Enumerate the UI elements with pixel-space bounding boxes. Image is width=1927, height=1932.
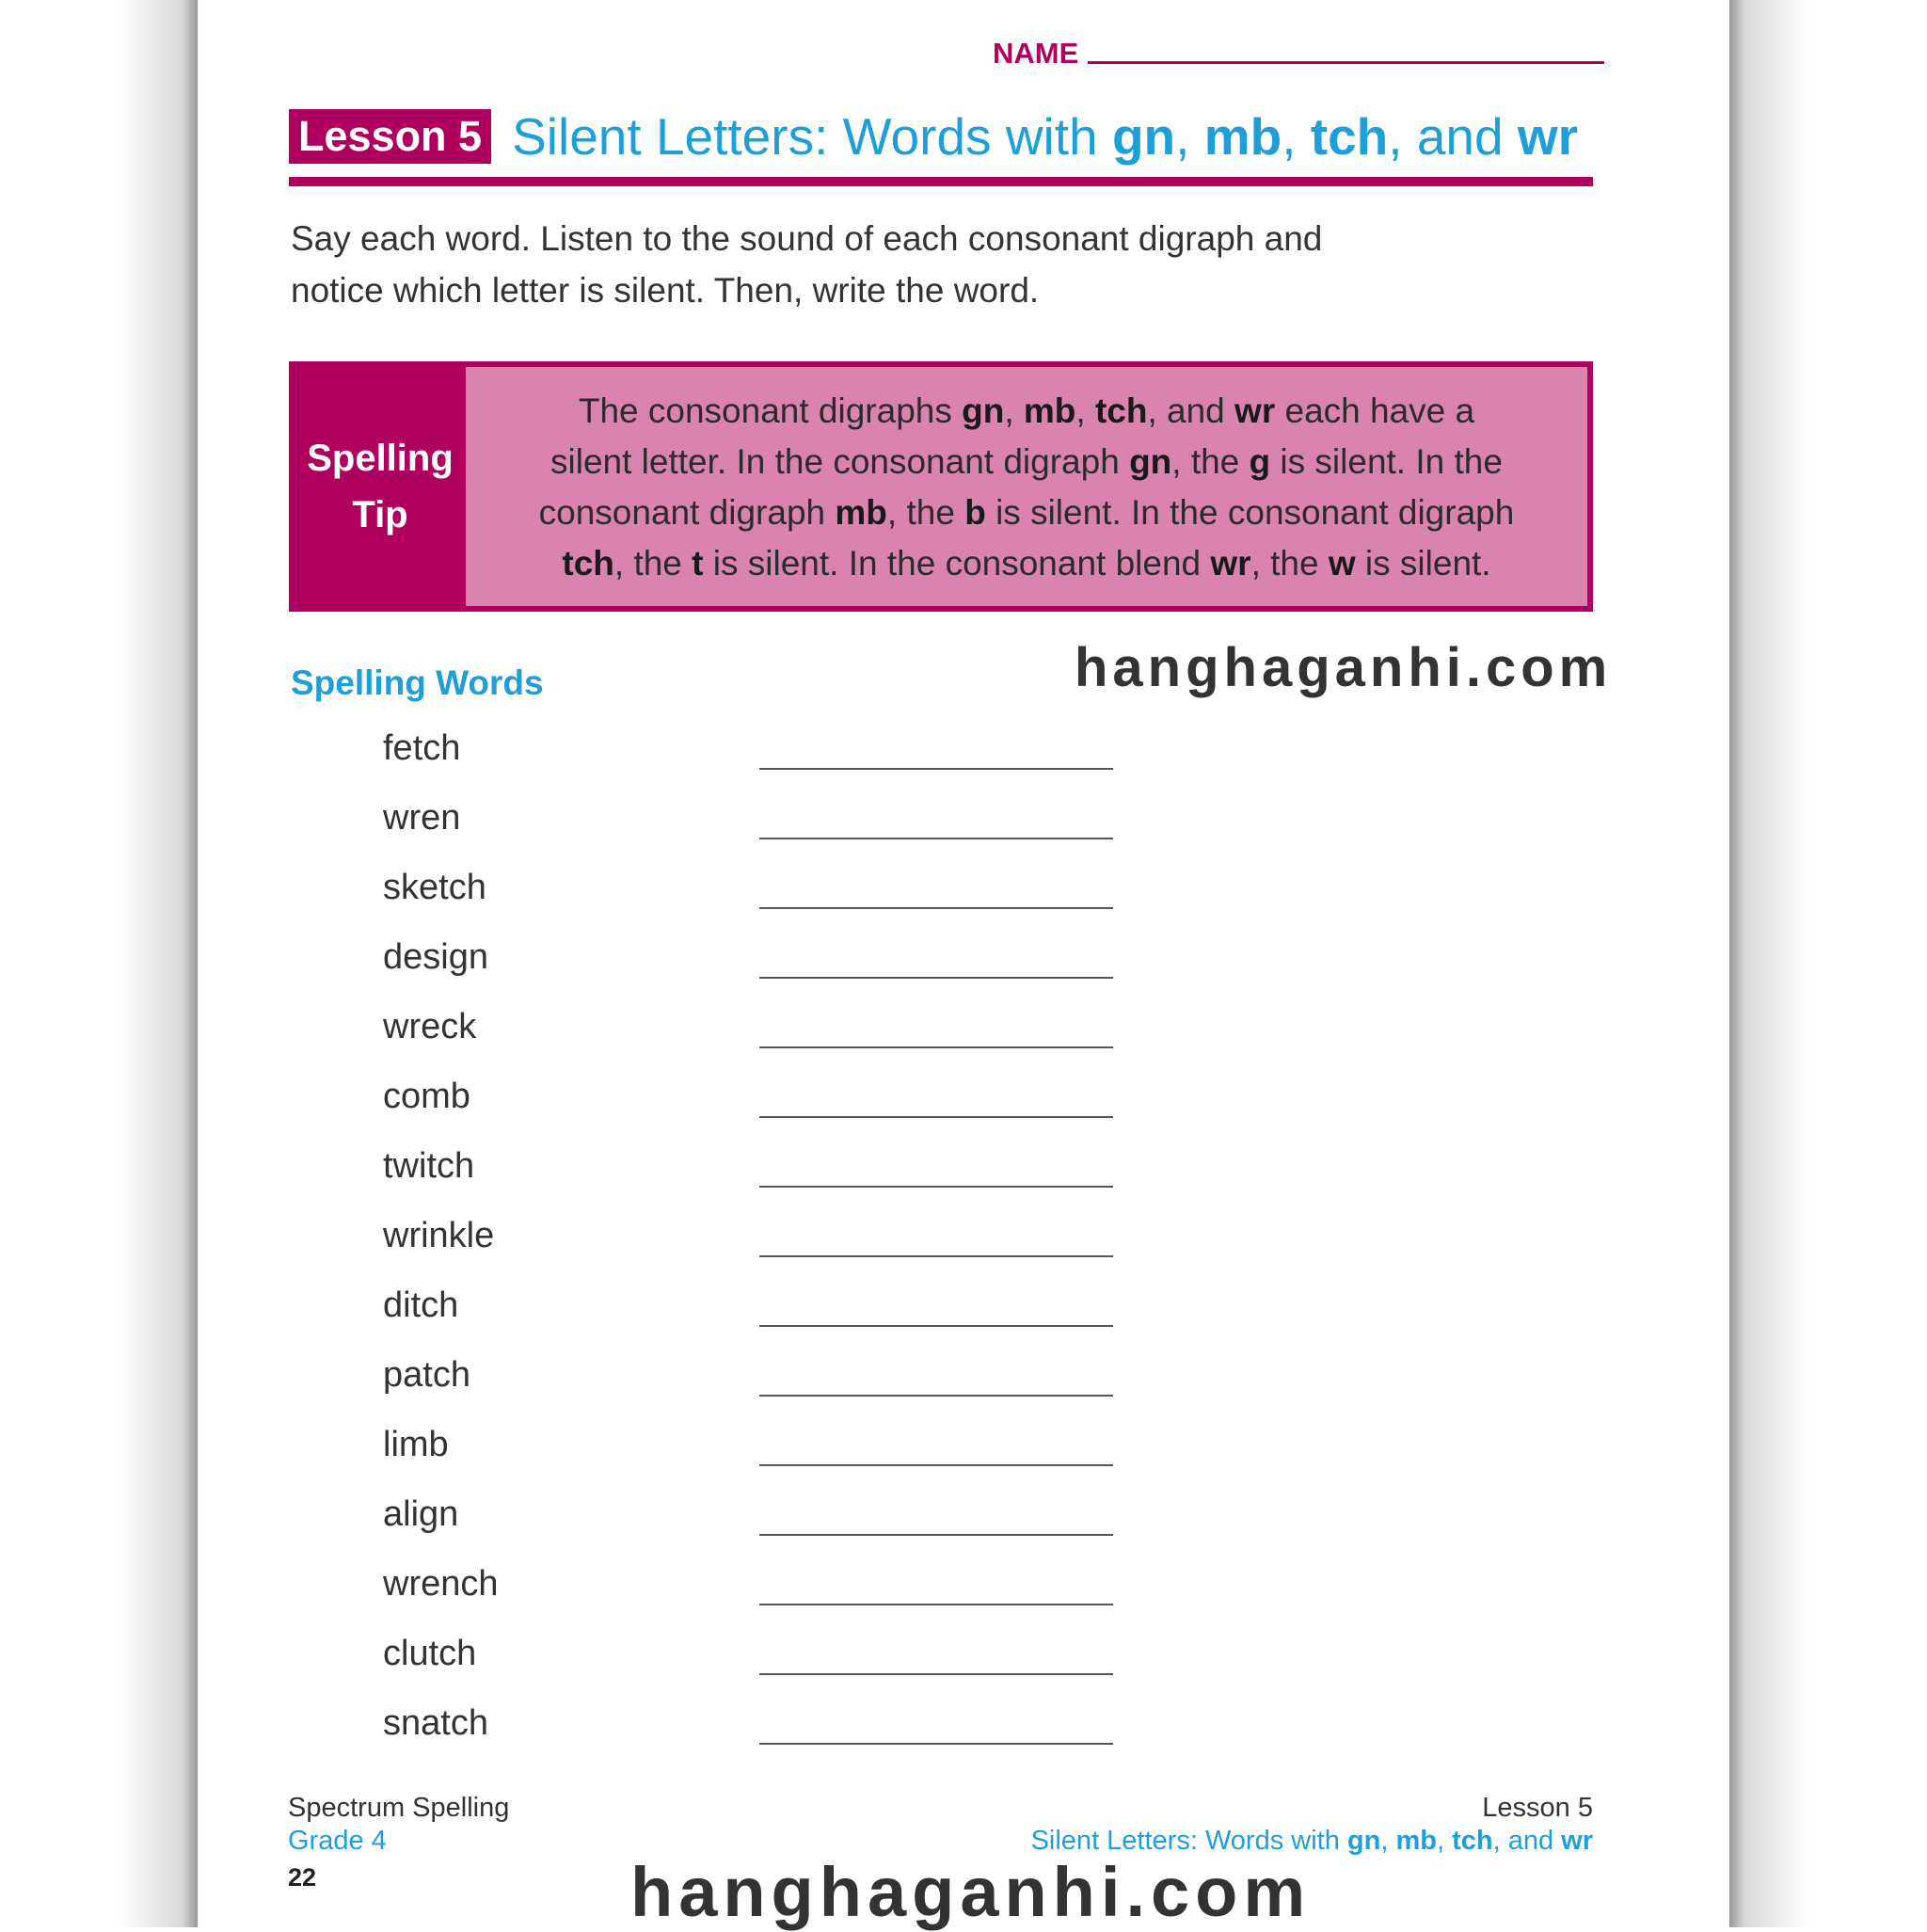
spelling-word: comb [383,1077,470,1116]
answer-line[interactable] [759,1046,1113,1048]
list-item [383,1696,1136,1765]
spelling-words-heading: Spelling Words [291,663,544,702]
watermark-middle: hanghaganhi.com [1075,637,1613,698]
list-item [383,1069,1136,1139]
list-item [383,1487,1136,1557]
spelling-word: limb [383,1425,449,1464]
answer-line[interactable] [759,1395,1113,1397]
footer-book-title: Spectrum Spelling [288,1793,510,1823]
answer-line[interactable] [759,768,1113,770]
spelling-word: align [383,1494,459,1534]
footer-grade: Grade 4 [288,1826,387,1856]
instructions-line-1: Say each word. Listen to the sound of each consonant digraph and [291,219,1323,258]
page-shadow-right [1729,0,1927,1927]
list-item [383,1278,1136,1348]
watermark-bottom: hanghaganhi.com [630,1853,1312,1931]
answer-line[interactable] [759,1743,1113,1745]
title-divider [289,177,1593,186]
list-item [383,860,1136,930]
lesson-title-row [289,108,1578,165]
spelling-word: wrinkle [383,1216,495,1255]
lesson-badge: Lesson 5 [289,109,491,164]
list-item [383,1557,1136,1626]
spelling-word: design [383,937,488,977]
page-shadow-left [0,0,198,1927]
footer-lesson: Lesson 5 [1482,1793,1593,1823]
answer-line[interactable] [759,838,1113,839]
answer-line[interactable] [759,1534,1113,1536]
answer-line[interactable] [759,1673,1113,1675]
list-item [383,1208,1136,1278]
spelling-word: wrench [383,1564,499,1604]
answer-line[interactable] [759,1604,1113,1605]
answer-line[interactable] [759,1116,1113,1118]
spelling-word: sketch [383,868,486,907]
answer-line[interactable] [759,1255,1113,1257]
spelling-tip-label: Spelling Tip [307,438,454,535]
answer-line[interactable] [759,1186,1113,1188]
list-item [383,999,1136,1069]
name-field-row [993,30,1604,68]
answer-line[interactable] [759,907,1113,909]
answer-line[interactable] [759,1325,1113,1327]
spelling-tip-text [466,367,1587,606]
spelling-word: snatch [383,1703,488,1743]
spelling-word: patch [383,1355,470,1395]
spelling-word: wren [383,798,461,838]
spelling-word-list [383,721,1136,1765]
list-item [383,1139,1136,1208]
spelling-word: fetch [383,728,461,768]
instructions-line-2: notice which letter is silent. Then, write the word. [291,271,1040,310]
instructions [291,213,1589,316]
tip-line-1: The consonant digraphs gn, mb, tch, and wr each have a [578,391,1475,430]
spelling-word: wreck [383,1007,477,1046]
list-item [383,1417,1136,1487]
spelling-word: twitch [383,1146,475,1186]
worksheet-page [198,0,1729,1931]
name-label: NAME [993,37,1079,70]
name-line[interactable] [1088,61,1604,64]
page-number: 22 [288,1863,317,1892]
list-item [383,790,1136,860]
list-item [383,1348,1136,1417]
spelling-tip-box [289,361,1593,612]
spelling-word: ditch [383,1285,459,1325]
spelling-word: clutch [383,1634,477,1673]
lesson-title: Silent Letters: Words with gn, mb, tch, and wr [512,106,1579,166]
answer-line[interactable] [759,977,1113,979]
list-item [383,721,1136,790]
footer-lesson-title: Silent Letters: Words with gn, mb, tch, and wr [1030,1826,1593,1856]
tip-line-2: silent letter. In the consonant digraph gn, the g is silent. In the [550,442,1503,481]
tip-line-4: tch, the t is silent. In the consonant blend wr, the w is silent. [562,544,1491,583]
tip-line-3: consonant digraph mb, the b is silent. In the consonant digraph [538,493,1515,532]
list-item [383,1626,1136,1696]
answer-line[interactable] [759,1464,1113,1466]
list-item [383,930,1136,999]
